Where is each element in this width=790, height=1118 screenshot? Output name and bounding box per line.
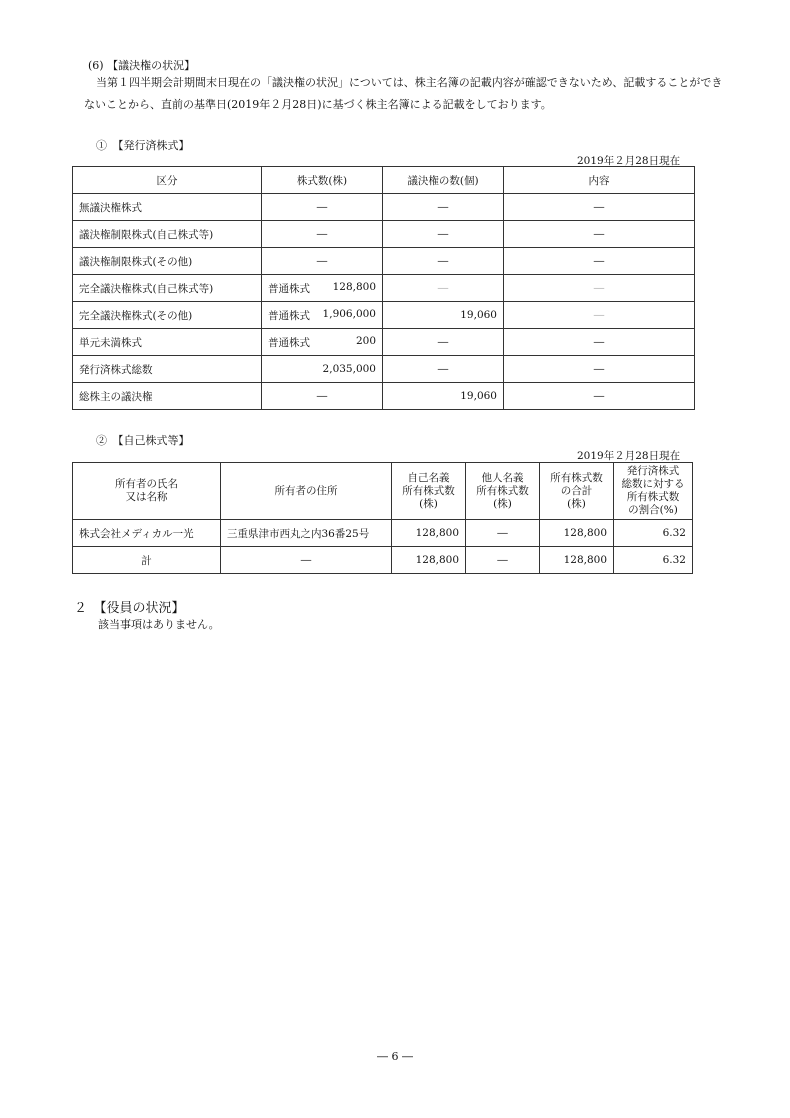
- table-row: [73, 221, 695, 248]
- row-content: ―: [504, 221, 695, 248]
- header-line: 発行済株式: [626, 465, 680, 477]
- row-label: 議決権制限株式(その他): [73, 248, 262, 275]
- row-content: ―: [504, 383, 695, 410]
- row-shares-kind: 普通株式: [268, 282, 310, 295]
- table-header-row: [73, 463, 693, 520]
- row-shares: ―: [262, 194, 383, 221]
- row-votes: ―: [383, 248, 504, 275]
- officers-body: 該当事項はありません。: [98, 618, 220, 631]
- header-line: (株): [493, 497, 512, 510]
- table1-date: 2019年２月28日現在: [577, 155, 681, 167]
- total-shares: 128,800: [540, 520, 614, 547]
- table-header-row: [73, 167, 695, 194]
- row-votes: 19,060: [383, 383, 504, 410]
- header-line: 所有株式数: [550, 471, 603, 484]
- row-label: 総株主の議決権: [73, 383, 262, 410]
- header-other-name-shares: [466, 463, 540, 520]
- table-row: [73, 383, 695, 410]
- own-name-shares: 128,800: [392, 520, 466, 547]
- table-row: [73, 275, 695, 302]
- row-shares-cell: [262, 302, 383, 329]
- table1-title: ① 【発行済株式】: [96, 139, 190, 152]
- owner-address: 三重県津市西丸之内36番25号: [221, 520, 392, 547]
- header-line: 自己名義: [407, 471, 450, 484]
- header-line: 所有株式数: [402, 484, 455, 497]
- issued-shares-table: [72, 166, 695, 410]
- owner-name: 計: [73, 547, 221, 574]
- owner-address: ―: [221, 547, 392, 574]
- row-shares-kind: 普通株式: [268, 309, 310, 322]
- header-content: 内容: [504, 167, 695, 194]
- row-shares: ―: [262, 383, 383, 410]
- table-row: [73, 520, 693, 547]
- row-votes: ―: [383, 194, 504, 221]
- row-label: 議決権制限株式(自己株式等): [73, 221, 262, 248]
- row-label: 発行済株式総数: [73, 356, 262, 383]
- table-row: [73, 356, 695, 383]
- row-content: ―: [504, 248, 695, 275]
- row-shares: 128,800: [332, 280, 376, 293]
- header-own-name-shares: [392, 463, 466, 520]
- row-content: ―: [504, 194, 695, 221]
- row-votes: ―: [383, 356, 504, 383]
- header-total-shares: [540, 463, 614, 520]
- header-category: 区分: [73, 167, 262, 194]
- row-shares: ―: [262, 221, 383, 248]
- table-row: [73, 194, 695, 221]
- header-owner-name: [73, 463, 221, 520]
- table2-title: ② 【自己株式等】: [96, 434, 190, 447]
- row-content: ―: [504, 302, 695, 329]
- table2-date: 2019年２月28日現在: [577, 450, 681, 462]
- ownership-ratio: 6.32: [614, 520, 693, 547]
- header-line: (株): [567, 497, 586, 510]
- row-shares: 2,035,000: [262, 356, 383, 383]
- section-heading-officers: ２ 【役員の状況】: [74, 601, 185, 616]
- owner-name: 株式会社メディカル一光: [73, 520, 221, 547]
- page-number: ― 6 ―: [377, 1050, 413, 1063]
- row-label: 完全議決権株式(その他): [73, 302, 262, 329]
- header-shares: 株式数(株): [262, 167, 383, 194]
- total-shares: 128,800: [540, 547, 614, 574]
- header-line: 所有株式数: [476, 484, 529, 497]
- other-name-shares: ―: [466, 520, 540, 547]
- own-name-shares: 128,800: [392, 547, 466, 574]
- header-line: 他人名義: [481, 471, 524, 484]
- row-label: 単元未満株式: [73, 329, 262, 356]
- row-content: ―: [504, 356, 695, 383]
- table-row: [73, 248, 695, 275]
- header-line: 所有株式数: [626, 491, 680, 503]
- row-shares: 200: [355, 334, 376, 347]
- voting-rights-paragraph: 当第１四半期会計期間末日現在の「議決権の状況」については、株主名簿の記載内容が確認できないため、記載することができないことから、直前の基準日(2019年２月28日)に基づく株主名簿による記載をしております。: [84, 76, 723, 111]
- row-label: 無議決権株式: [73, 194, 262, 221]
- section-heading-voting-rights: (6) 【議決権の状況】: [88, 59, 196, 72]
- row-votes: ―: [383, 275, 504, 302]
- header-ratio: [614, 463, 693, 520]
- treasury-shares-table: [72, 462, 693, 574]
- header-line: (株): [419, 497, 438, 510]
- row-shares: ―: [262, 248, 383, 275]
- row-votes: ―: [383, 329, 504, 356]
- row-label: 完全議決権株式(自己株式等): [73, 275, 262, 302]
- table-row: [73, 302, 695, 329]
- ownership-ratio: 6.32: [614, 547, 693, 574]
- other-name-shares: ―: [466, 547, 540, 574]
- header-line: 又は名称: [125, 491, 168, 503]
- header-line: の割合(%): [628, 504, 678, 516]
- row-shares: 1,906,000: [322, 307, 376, 320]
- row-shares-cell: [262, 329, 383, 356]
- row-content: ―: [504, 275, 695, 302]
- row-votes: 19,060: [383, 302, 504, 329]
- table-row: [73, 329, 695, 356]
- row-shares-cell: [262, 275, 383, 302]
- header-owner-address: 所有者の住所: [221, 463, 392, 520]
- row-votes: ―: [383, 221, 504, 248]
- table-row: [73, 547, 693, 574]
- header-votes: 議決権の数(個): [383, 167, 504, 194]
- header-line: 所有者の氏名: [115, 478, 178, 490]
- row-content: ―: [504, 329, 695, 356]
- header-line: の合計: [560, 484, 593, 497]
- header-line: 総数に対する: [621, 478, 685, 490]
- row-shares-kind: 普通株式: [268, 336, 310, 349]
